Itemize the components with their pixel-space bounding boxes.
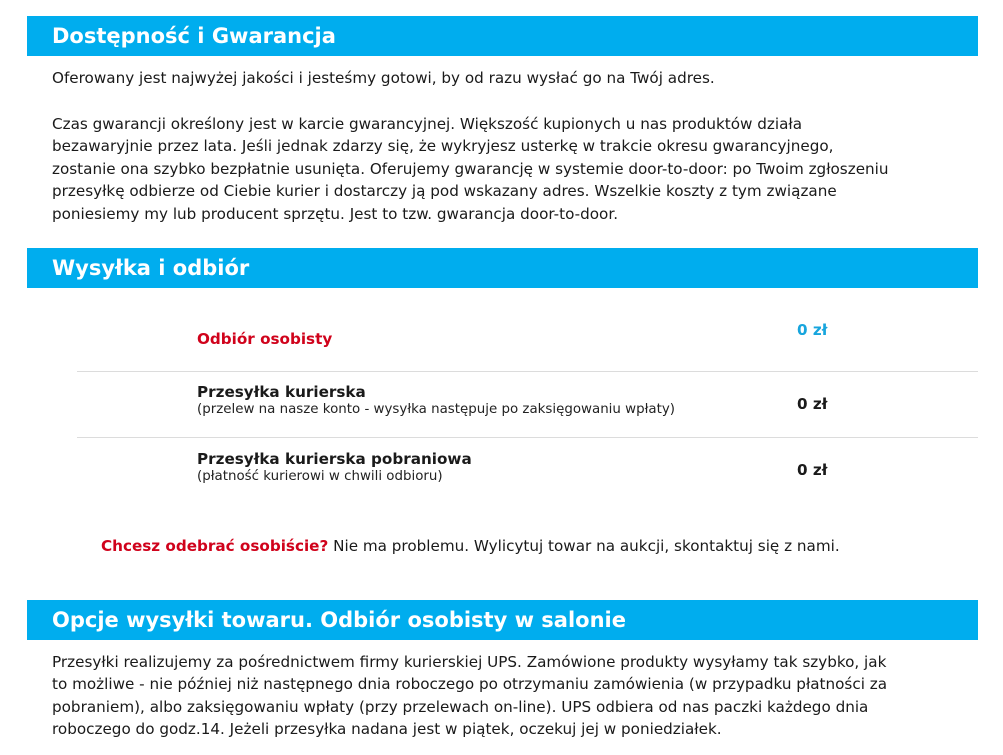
shipping-options-line: pobraniem), albo zaksięgowaniu wpłaty (przy przelewach on-line). UPS odbiera od nas paczki każdego dnia — [52, 697, 869, 716]
shipping-options-line: to możliwe - nie później niż następnego dnia roboczego po otrzymaniu zamówienia (w przypadku płatności za — [52, 675, 888, 694]
shipping-option-price: 0 zł — [797, 321, 828, 339]
warranty-line: poniesiemy my lub producent sprzętu. Jest to tzw. gwarancja door-to-door. — [52, 204, 619, 223]
pickup-question: Chcesz odebrać osobiście? — [101, 537, 329, 555]
section-header-shipping-options: Opcje wysyłki towaru. Odbiór osobisty w salonie — [27, 600, 978, 640]
section-header-availability: Dostępność i Gwarancja — [27, 16, 978, 56]
shipping-option-cod — [197, 450, 472, 484]
shipping-options-line: roboczego do godz.14. Jeżeli przesyłka nadana jest w piątek, oczekuj jej w poniedziałek. — [52, 720, 722, 739]
pickup-answer: Nie ma problemu. Wylicytuj towar na aukcji, skontaktuj się z nami. — [328, 537, 840, 555]
shipping-options-paragraph — [52, 651, 972, 741]
shipping-option-price: 0 zł — [797, 461, 828, 479]
shipping-option-title: Odbiór osobisty — [197, 330, 333, 348]
pickup-note — [101, 535, 1003, 557]
warranty-line: Czas gwarancji określony jest w karcie gwarancyjnej. Większość kupionych u nas produktów działa — [52, 115, 803, 133]
shipping-option-courier — [197, 383, 675, 417]
shipping-options-line: Przesyłki realizujemy za pośrednictwem firmy kurierskiej UPS. Zamówione produkty wysyłamy tak szybko, jak — [52, 653, 887, 671]
warranty-paragraph — [52, 113, 972, 225]
warranty-line: bezawaryjnie przez lata. Jeśli jednak zdarzy się, że wykryjesz usterkę w trakcie okresu gwarancyjnego, — [52, 137, 834, 156]
warranty-line: zostanie ona szybko bezpłatnie usunięta. Oferujemy gwarancję w systemie door-to-door: po Twoim zgłoszeniu — [52, 159, 889, 178]
shipping-option-title: Przesyłka kurierska pobraniowa — [197, 450, 472, 468]
shipping-option-subtitle: (przelew na nasze konto - wysyłka następuje po zaksięgowaniu wpłaty) — [197, 402, 676, 417]
row-divider — [77, 371, 978, 372]
shipping-option-title: Przesyłka kurierska — [197, 383, 366, 401]
shipping-option-pickup — [197, 330, 332, 348]
warranty-line: przesyłkę odbierze od Ciebie kurier i dostarczy ją pod wskazany adres. Wszelkie koszty z tym związane — [52, 182, 837, 201]
section-header-shipping: Wysyłka i odbiór — [27, 248, 978, 288]
shipping-option-subtitle: (płatność kurierowi w chwili odbioru) — [197, 469, 443, 484]
row-divider — [77, 437, 978, 438]
shipping-option-price: 0 zł — [797, 395, 828, 413]
availability-intro: Oferowany jest najwyżej jakości i jesteśmy gotowi, by od razu wysłać go na Twój adres. — [52, 69, 715, 87]
